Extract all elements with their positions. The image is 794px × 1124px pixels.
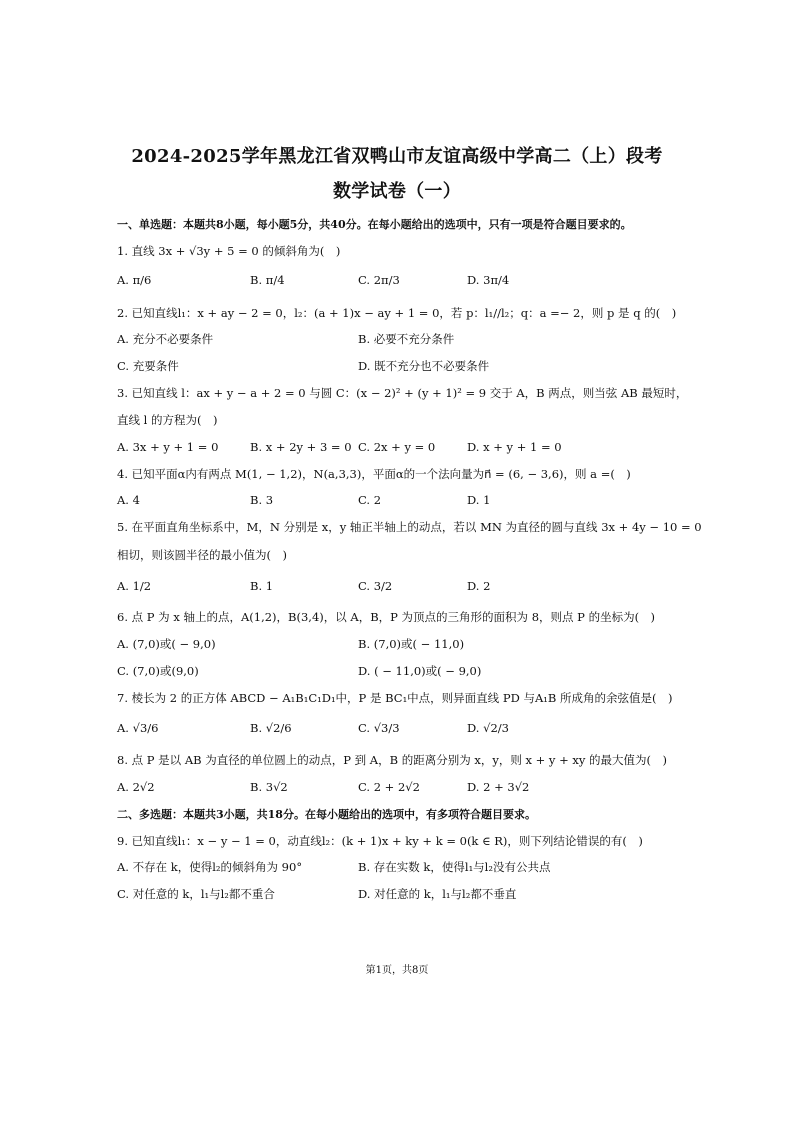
question-8-option-b: B. 3√2 [250, 780, 288, 794]
question-6-option-c: C. (7,0)或(9,0) [117, 664, 199, 678]
question-4-stem: 4. 已知平面α内有两点 M(1, − 1,2)，N(a,3,3)，平面α的一个法向量为n⃗ = (6, − 3,6)，则 a =( ) [117, 467, 631, 481]
page-footer: 第1页，共8页 [365, 965, 429, 976]
question-3-stem-line-1: 3. 已知直线 l：ax + y − a + 2 = 0 与圆 C：(x − 2)² + (y + 1)² = 9 交于 A，B 两点，则当弦 AB 最短时， [117, 386, 688, 400]
question-1-option-b: B. π/4 [250, 273, 285, 287]
question-3-option-b: B. x + 2y + 3 = 0 [250, 440, 352, 454]
question-4-option-b: B. 3 [250, 493, 274, 507]
question-7-option-c: C. √3/3 [358, 721, 400, 735]
page-subtitle: 数学试卷（一） [332, 181, 462, 202]
question-8-stem: 8. 点 P 是以 AB 为直径的单位圆上的动点，P 到 A，B 的距离分别为 x，y，则 x + y + xy 的最大值为( ) [117, 753, 667, 767]
section-heading-multiple-choice: 二、多选题：本题共3小题，共18分。在每小题给出的选项中，有多项符合题目要求。 [117, 808, 536, 821]
question-6-option-a: A. (7,0)或( − 9,0) [117, 637, 216, 651]
question-7-option-b: B. √2/6 [250, 721, 292, 735]
question-5-option-c: C. 3/2 [358, 579, 393, 593]
question-2-option-d: D. 既不充分也不必要条件 [358, 359, 490, 373]
question-4-option-d: D. 1 [467, 493, 491, 507]
question-1-option-a: A. π/6 [117, 273, 152, 287]
question-9-option-c: C. 对任意的 k，l₁与l₂都不重合 [117, 887, 275, 901]
question-1-option-c: C. 2π/3 [358, 273, 400, 287]
question-3-option-d: D. x + y + 1 = 0 [467, 440, 562, 454]
question-4-option-c: C. 2 [358, 493, 382, 507]
question-9-option-a: A. 不存在 k，使得l₂的倾斜角为 90° [117, 860, 303, 874]
question-2-option-a: A. 充分不必要条件 [117, 332, 214, 346]
question-5-option-a: A. 1/2 [117, 579, 152, 593]
question-8-option-c: C. 2 + 2√2 [358, 780, 420, 794]
question-2-option-c: C. 充要条件 [117, 359, 179, 373]
question-2-stem: 2. 已知直线l₁：x + ay − 2 = 0，l₂：(a + 1)x − ay + 1 = 0，若 p：l₁//l₂；q：a =− 2，则 p 是 q 的( ) [117, 306, 677, 320]
question-6-option-d: D. ( − 11,0)或( − 9,0) [358, 664, 482, 678]
question-6-option-b: B. (7,0)或( − 11,0) [358, 637, 465, 651]
question-5-stem-line-2: 相切，则该圆半径的最小值为( ) [117, 548, 287, 562]
question-5-option-d: D. 2 [467, 579, 491, 593]
question-7-option-d: D. √2/3 [467, 721, 509, 735]
question-3-option-a: A. 3x + y + 1 = 0 [117, 440, 219, 454]
question-7-stem: 7. 棱长为 2 的正方体 ABCD − A₁B₁C₁D₁中，P 是 BC₁中点，则异面直线 PD 与A₁B 所成角的余弦值是( ) [117, 691, 673, 705]
question-3-option-c: C. 2x + y = 0 [358, 440, 436, 454]
question-2-option-b: B. 必要不充分条件 [358, 332, 455, 346]
question-9-option-b: B. 存在实数 k，使得l₁与l₂没有公共点 [358, 860, 551, 874]
question-1-stem: 1. 直线 3x + √3y + 5 = 0 的倾斜角为( ) [117, 244, 341, 258]
question-1-option-d: D. 3π/4 [467, 273, 510, 287]
question-5-option-b: B. 1 [250, 579, 274, 593]
page-title: 2024-2025学年黑龙江省双鸭山市友谊高级中学高二（上）段考 [131, 146, 663, 167]
question-7-option-a: A. √3/6 [117, 721, 159, 735]
question-8-option-a: A. 2√2 [117, 780, 155, 794]
question-3-stem-line-2: 直线 l 的方程为( ) [117, 413, 218, 427]
question-8-option-d: D. 2 + 3√2 [467, 780, 530, 794]
question-9-option-d: D. 对任意的 k，l₁与l₂都不垂直 [358, 887, 517, 901]
question-9-stem: 9. 已知直线l₁：x − y − 1 = 0，动直线l₂：(k + 1)x + ky + k = 0(k ∈ R)，则下列结论错误的有( ) [117, 834, 643, 848]
section-heading-single-choice: 一、单选题：本题共8小题，每小题5分，共40分。在每小题给出的选项中，只有一项是符合题目要求的。 [117, 218, 632, 231]
question-6-stem: 6. 点 P 为 x 轴上的点，A(1,2)，B(3,4)，以 A，B，P 为顶点的三角形的面积为 8，则点 P 的坐标为( ) [117, 610, 656, 624]
question-4-option-a: A. 4 [117, 493, 140, 507]
question-5-stem-line-1: 5. 在平面直角坐标系中，M，N 分别是 x，y 轴正半轴上的动点，若以 MN 为直径的圆与直线 3x + 4y − 10 = 0 [117, 520, 702, 534]
